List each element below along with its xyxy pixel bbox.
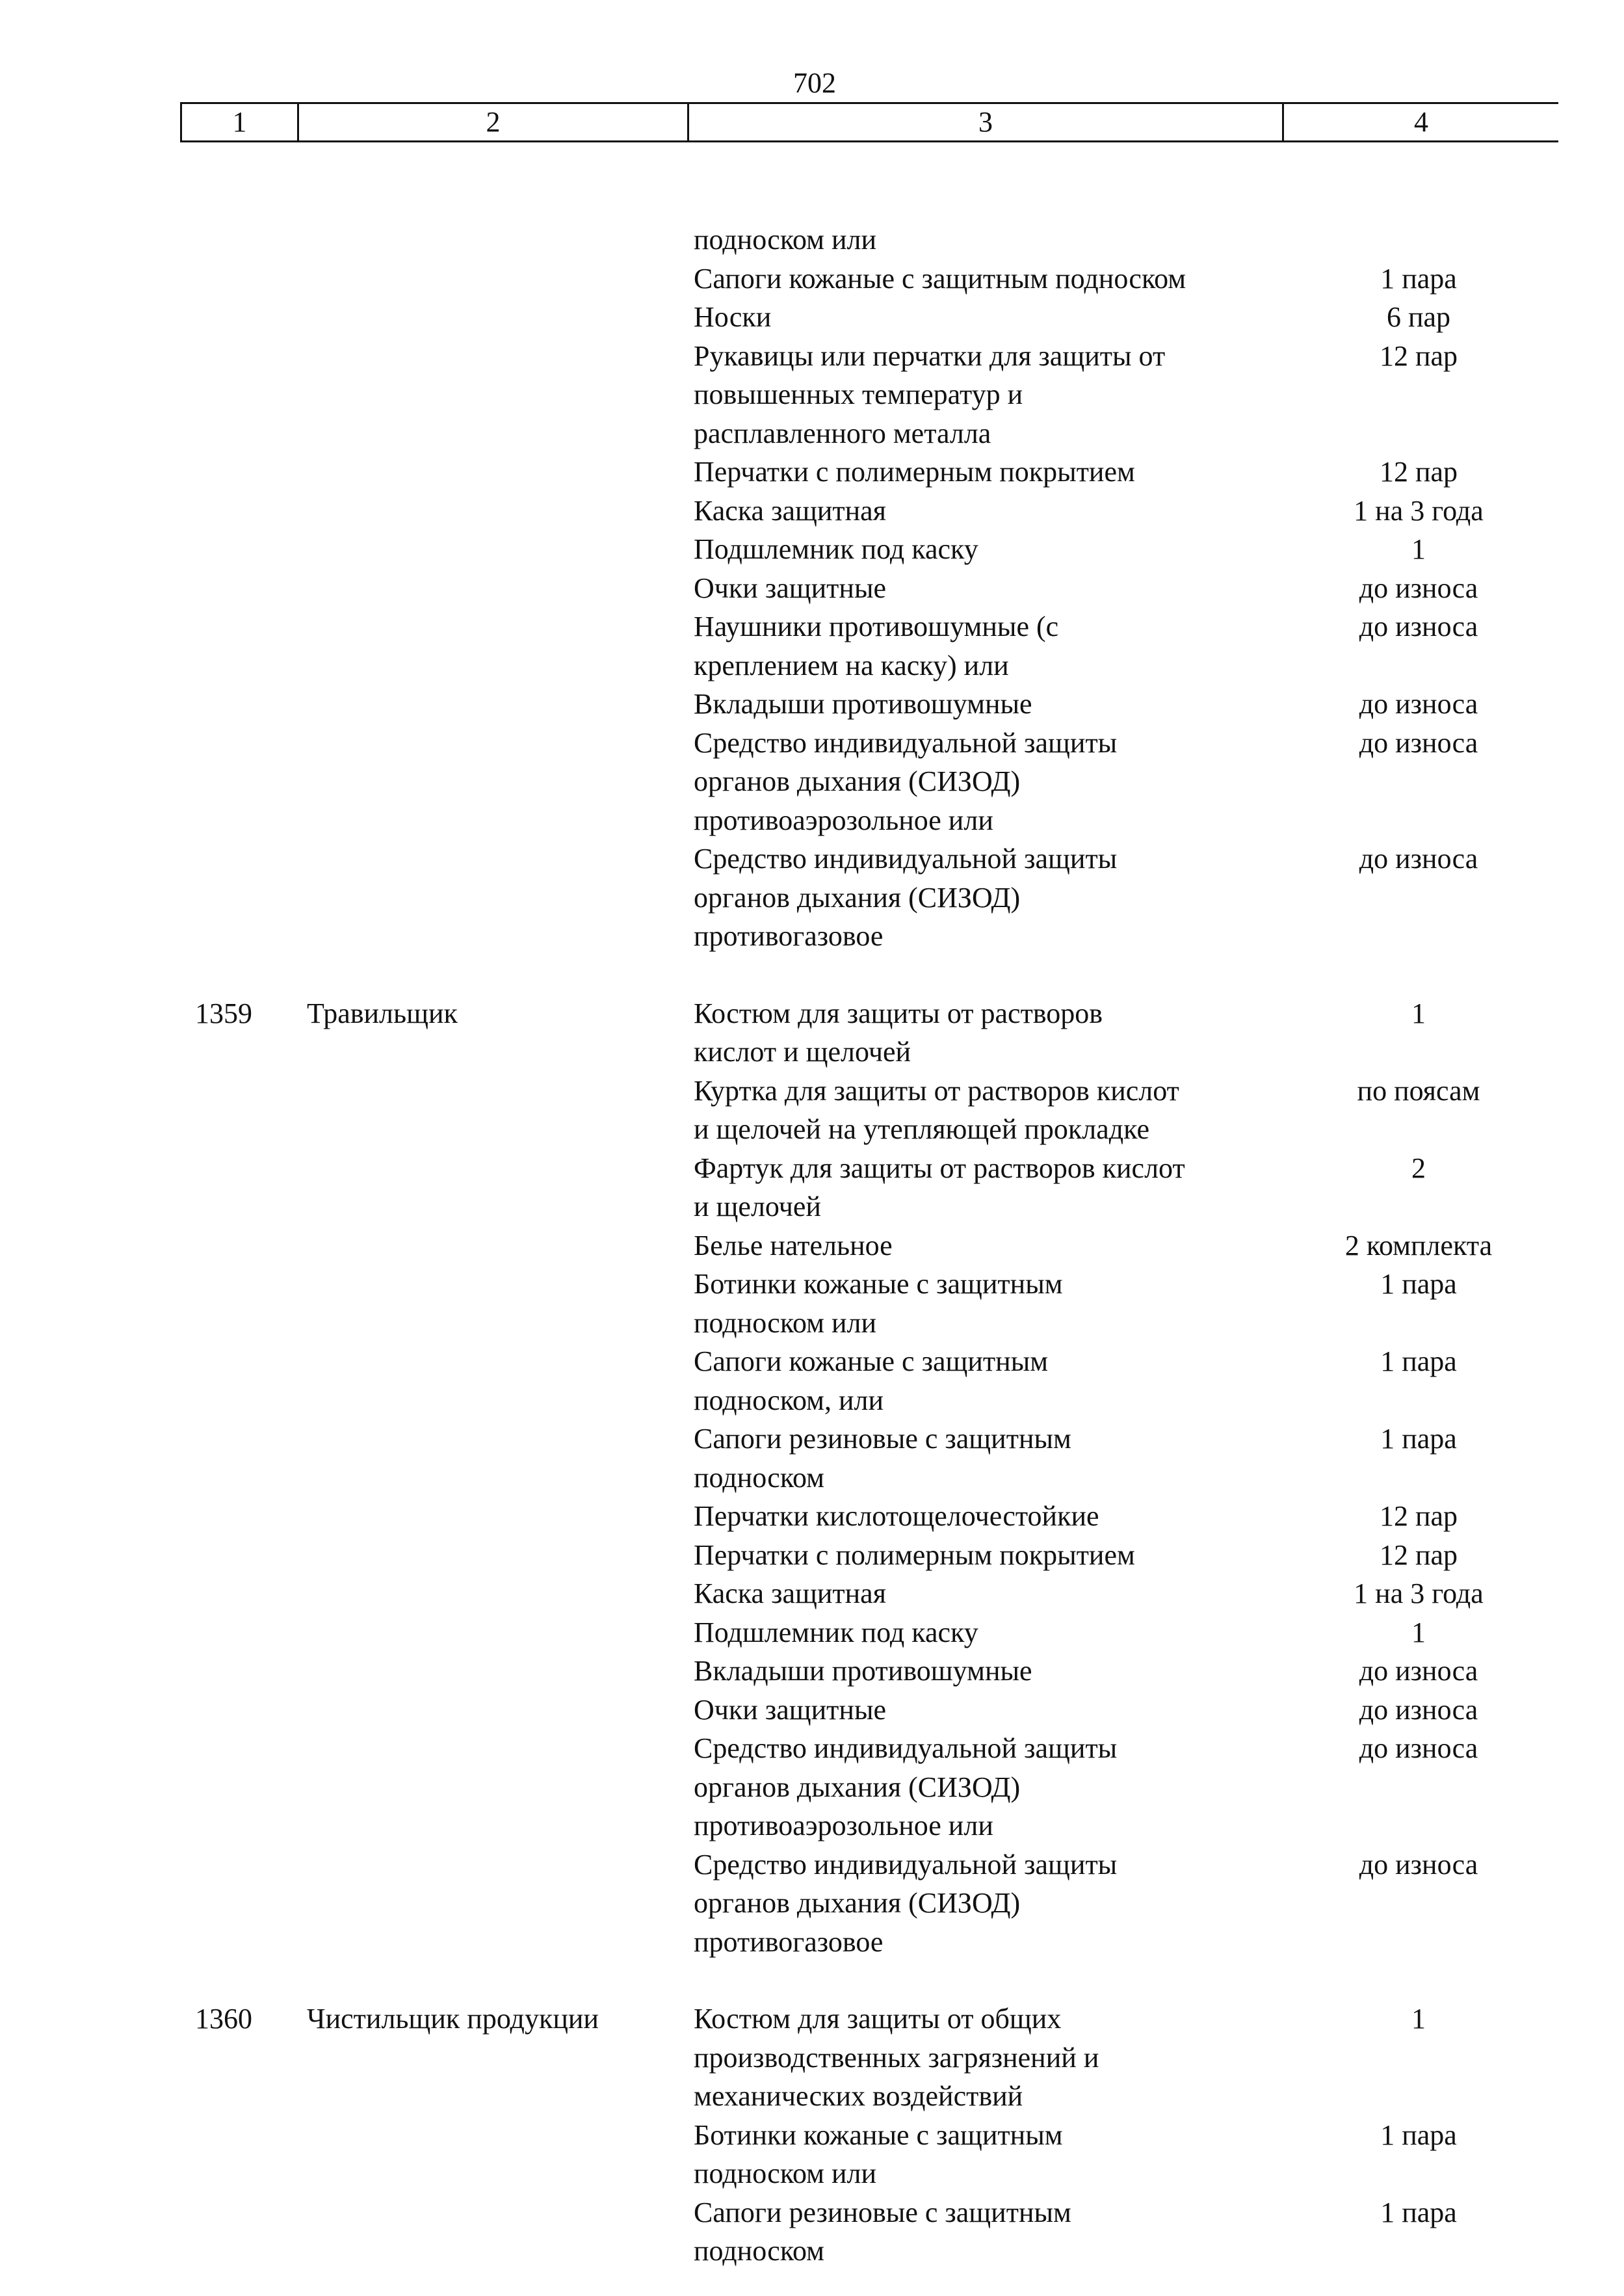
ppe-item-row bbox=[0, 1845, 1624, 1962]
ppe-item-row bbox=[0, 1729, 1624, 1845]
ppe-item-norm: до износа bbox=[1359, 611, 1478, 642]
ppe-item-norm: 1 bbox=[1411, 997, 1426, 1029]
ppe-item-norm: до износа bbox=[1359, 843, 1478, 875]
ppe-item-name: Костюм для защиты от растворов кислот и щелочей bbox=[694, 997, 1103, 1068]
ppe-item-norm: по поясам bbox=[1357, 1074, 1480, 1107]
profession-number: 1359 bbox=[195, 997, 252, 1029]
ppe-item-name: Каска защитная bbox=[694, 494, 886, 527]
ppe-item-row bbox=[0, 724, 1624, 840]
profession-group bbox=[0, 1999, 1624, 2271]
ppe-item-norm: 12 пар bbox=[1379, 1500, 1458, 1532]
ppe-item-norm: 1 пара bbox=[1380, 2196, 1457, 2228]
ppe-item-name: Фартук для защиты от растворов кислот и щелочей bbox=[694, 1152, 1185, 1222]
ppe-item-norm: 2 bbox=[1411, 1152, 1426, 1184]
ppe-item-row bbox=[0, 1613, 1624, 1652]
ppe-item-row bbox=[0, 337, 1624, 453]
ppe-item-name: Носки bbox=[694, 301, 772, 333]
ppe-item-name: Вкладыши противошумные bbox=[694, 688, 1032, 720]
column-header-table bbox=[180, 102, 1558, 142]
column-header-1: 1 bbox=[182, 104, 299, 140]
ppe-item-norm: 1 bbox=[1411, 2003, 1426, 2035]
ppe-item-name: Очки защитные bbox=[694, 572, 887, 604]
ppe-item-norm bbox=[1279, 220, 1558, 259]
ppe-item-norm: до износа bbox=[1359, 572, 1478, 604]
profession-group bbox=[0, 220, 1624, 956]
ppe-item-name: Перчатки с полимерным покрытием bbox=[694, 456, 1135, 488]
ppe-item-name: Рукавицы или перчатки для защиты от повышенных температур и расплавленного металла bbox=[694, 339, 1166, 449]
ppe-item-norm: 1 пара bbox=[1380, 2118, 1457, 2151]
ppe-item-row bbox=[0, 2193, 1624, 2271]
ppe-item-row bbox=[0, 259, 1624, 298]
ppe-item-name: Сапоги резиновые с защитным подноском bbox=[694, 2196, 1071, 2267]
ppe-item-norm: 1 пара bbox=[1380, 1423, 1457, 1455]
ppe-item-name: Каска защитная bbox=[694, 1577, 886, 1609]
ppe-item-row bbox=[0, 298, 1624, 337]
ppe-item-name: Средство индивидуальной защиты органов дыхания (СИЗОД) противоаэрозольное или bbox=[694, 726, 1118, 836]
ppe-item-norm: до износа bbox=[1359, 1732, 1478, 1764]
ppe-item-row bbox=[0, 1342, 1624, 1419]
ppe-item-name: Белье нательное bbox=[694, 1229, 893, 1261]
ppe-item-name: Наушники противошумные (с креплением на каску) или bbox=[694, 611, 1059, 681]
page-number: 702 bbox=[793, 67, 836, 99]
ppe-item-norm: 12 пар bbox=[1379, 339, 1458, 372]
ppe-item-norm: 6 пар bbox=[1386, 301, 1451, 333]
ppe-item-name: Перчатки с полимерным покрытием bbox=[694, 1538, 1135, 1571]
ppe-item-row bbox=[0, 1497, 1624, 1536]
ppe-item-row bbox=[0, 1691, 1624, 1730]
ppe-item-row bbox=[0, 685, 1624, 724]
column-header-3: 3 bbox=[689, 104, 1284, 140]
ppe-item-norm: до износа bbox=[1359, 1848, 1478, 1880]
ppe-item-row bbox=[0, 1652, 1624, 1691]
ppe-item-norm: 1 пара bbox=[1380, 1268, 1457, 1300]
ppe-item-row bbox=[0, 1072, 1624, 1149]
profession-name: Чистильщик продукции bbox=[307, 2003, 599, 2035]
ppe-item-name: Костюм для защиты от общих производственных загрязнений и механических воздействий bbox=[694, 2003, 1099, 2112]
ppe-item-row bbox=[0, 839, 1624, 956]
ppe-item-norm: 1 пара bbox=[1380, 1345, 1457, 1377]
ppe-item-name: Очки защитные bbox=[694, 1693, 887, 1726]
ppe-item-row bbox=[0, 1149, 1624, 1226]
ppe-item-name: Сапоги кожаные с защитным подноском, или bbox=[694, 1345, 1049, 1416]
ppe-item-row bbox=[0, 569, 1624, 608]
ppe-item-name: Сапоги резиновые с защитным подноском bbox=[694, 1423, 1071, 1494]
ppe-item-name: Куртка для защиты от растворов кислот и щелочей на утепляющей прокладке bbox=[694, 1074, 1179, 1145]
ppe-item-norm: 2 комплекта bbox=[1344, 1229, 1493, 1261]
ppe-item-row bbox=[0, 1265, 1624, 1342]
ppe-item-row bbox=[0, 1226, 1624, 1265]
profession-name: Травильщик bbox=[307, 997, 458, 1029]
ppe-item-row bbox=[0, 530, 1624, 569]
ppe-item-norm: 1 на 3 года bbox=[1354, 494, 1484, 527]
ppe-item-norm: до износа bbox=[1359, 1693, 1478, 1726]
ppe-item-norm: 1 bbox=[1411, 533, 1426, 565]
ppe-item-norm: 12 пар bbox=[1379, 1538, 1458, 1571]
ppe-item-row bbox=[0, 1536, 1624, 1575]
ppe-item-norm: до износа bbox=[1359, 1655, 1478, 1687]
ppe-item-name: Подшлемник под каску bbox=[694, 1616, 978, 1648]
ppe-item-row bbox=[0, 607, 1624, 685]
ppe-item-norm: 1 bbox=[1411, 1616, 1426, 1648]
ppe-item-name: Подшлемник под каску bbox=[694, 533, 978, 565]
ppe-item-norm: 12 пар bbox=[1379, 456, 1458, 488]
ppe-item-row bbox=[0, 453, 1624, 492]
ppe-item-name: Средство индивидуальной защиты органов дыхания (СИЗОД) противогазовое bbox=[694, 1848, 1118, 1958]
ppe-item-norm: 1 на 3 года bbox=[1354, 1577, 1484, 1609]
ppe-item-name: Сапоги кожаные с защитным подноском bbox=[694, 262, 1186, 295]
profession-group bbox=[0, 994, 1624, 1962]
ppe-item-row bbox=[0, 2116, 1624, 2193]
ppe-item-name: Ботинки кожаные с защитным подноском или bbox=[694, 1268, 1063, 1339]
ppe-item-norm: до износа bbox=[1359, 688, 1478, 720]
ppe-item-name: Ботинки кожаные с защитным подноском или bbox=[694, 2118, 1063, 2189]
column-header-4: 4 bbox=[1414, 106, 1428, 138]
column-header-2: 2 bbox=[299, 104, 689, 140]
ppe-item-norm: до износа bbox=[1359, 726, 1478, 759]
profession-number: 1360 bbox=[195, 2003, 252, 2035]
ppe-item-row bbox=[0, 220, 1624, 259]
ppe-item-norm: 1 пара bbox=[1380, 262, 1457, 295]
norms-table-body bbox=[0, 182, 1624, 2271]
ppe-item-row bbox=[0, 1574, 1624, 1613]
ppe-item-row bbox=[0, 1419, 1624, 1497]
ppe-item-name: Вкладыши противошумные bbox=[694, 1655, 1032, 1687]
ppe-item-name: Перчатки кислотощелочестойкие bbox=[694, 1500, 1099, 1532]
ppe-item-name: подноском или bbox=[694, 224, 877, 256]
ppe-item-name: Средство индивидуальной защиты органов дыхания (СИЗОД) противогазовое bbox=[694, 843, 1118, 952]
ppe-item-name: Средство индивидуальной защиты органов дыхания (СИЗОД) противоаэрозольное или bbox=[694, 1732, 1118, 1841]
ppe-item-row bbox=[0, 492, 1624, 531]
